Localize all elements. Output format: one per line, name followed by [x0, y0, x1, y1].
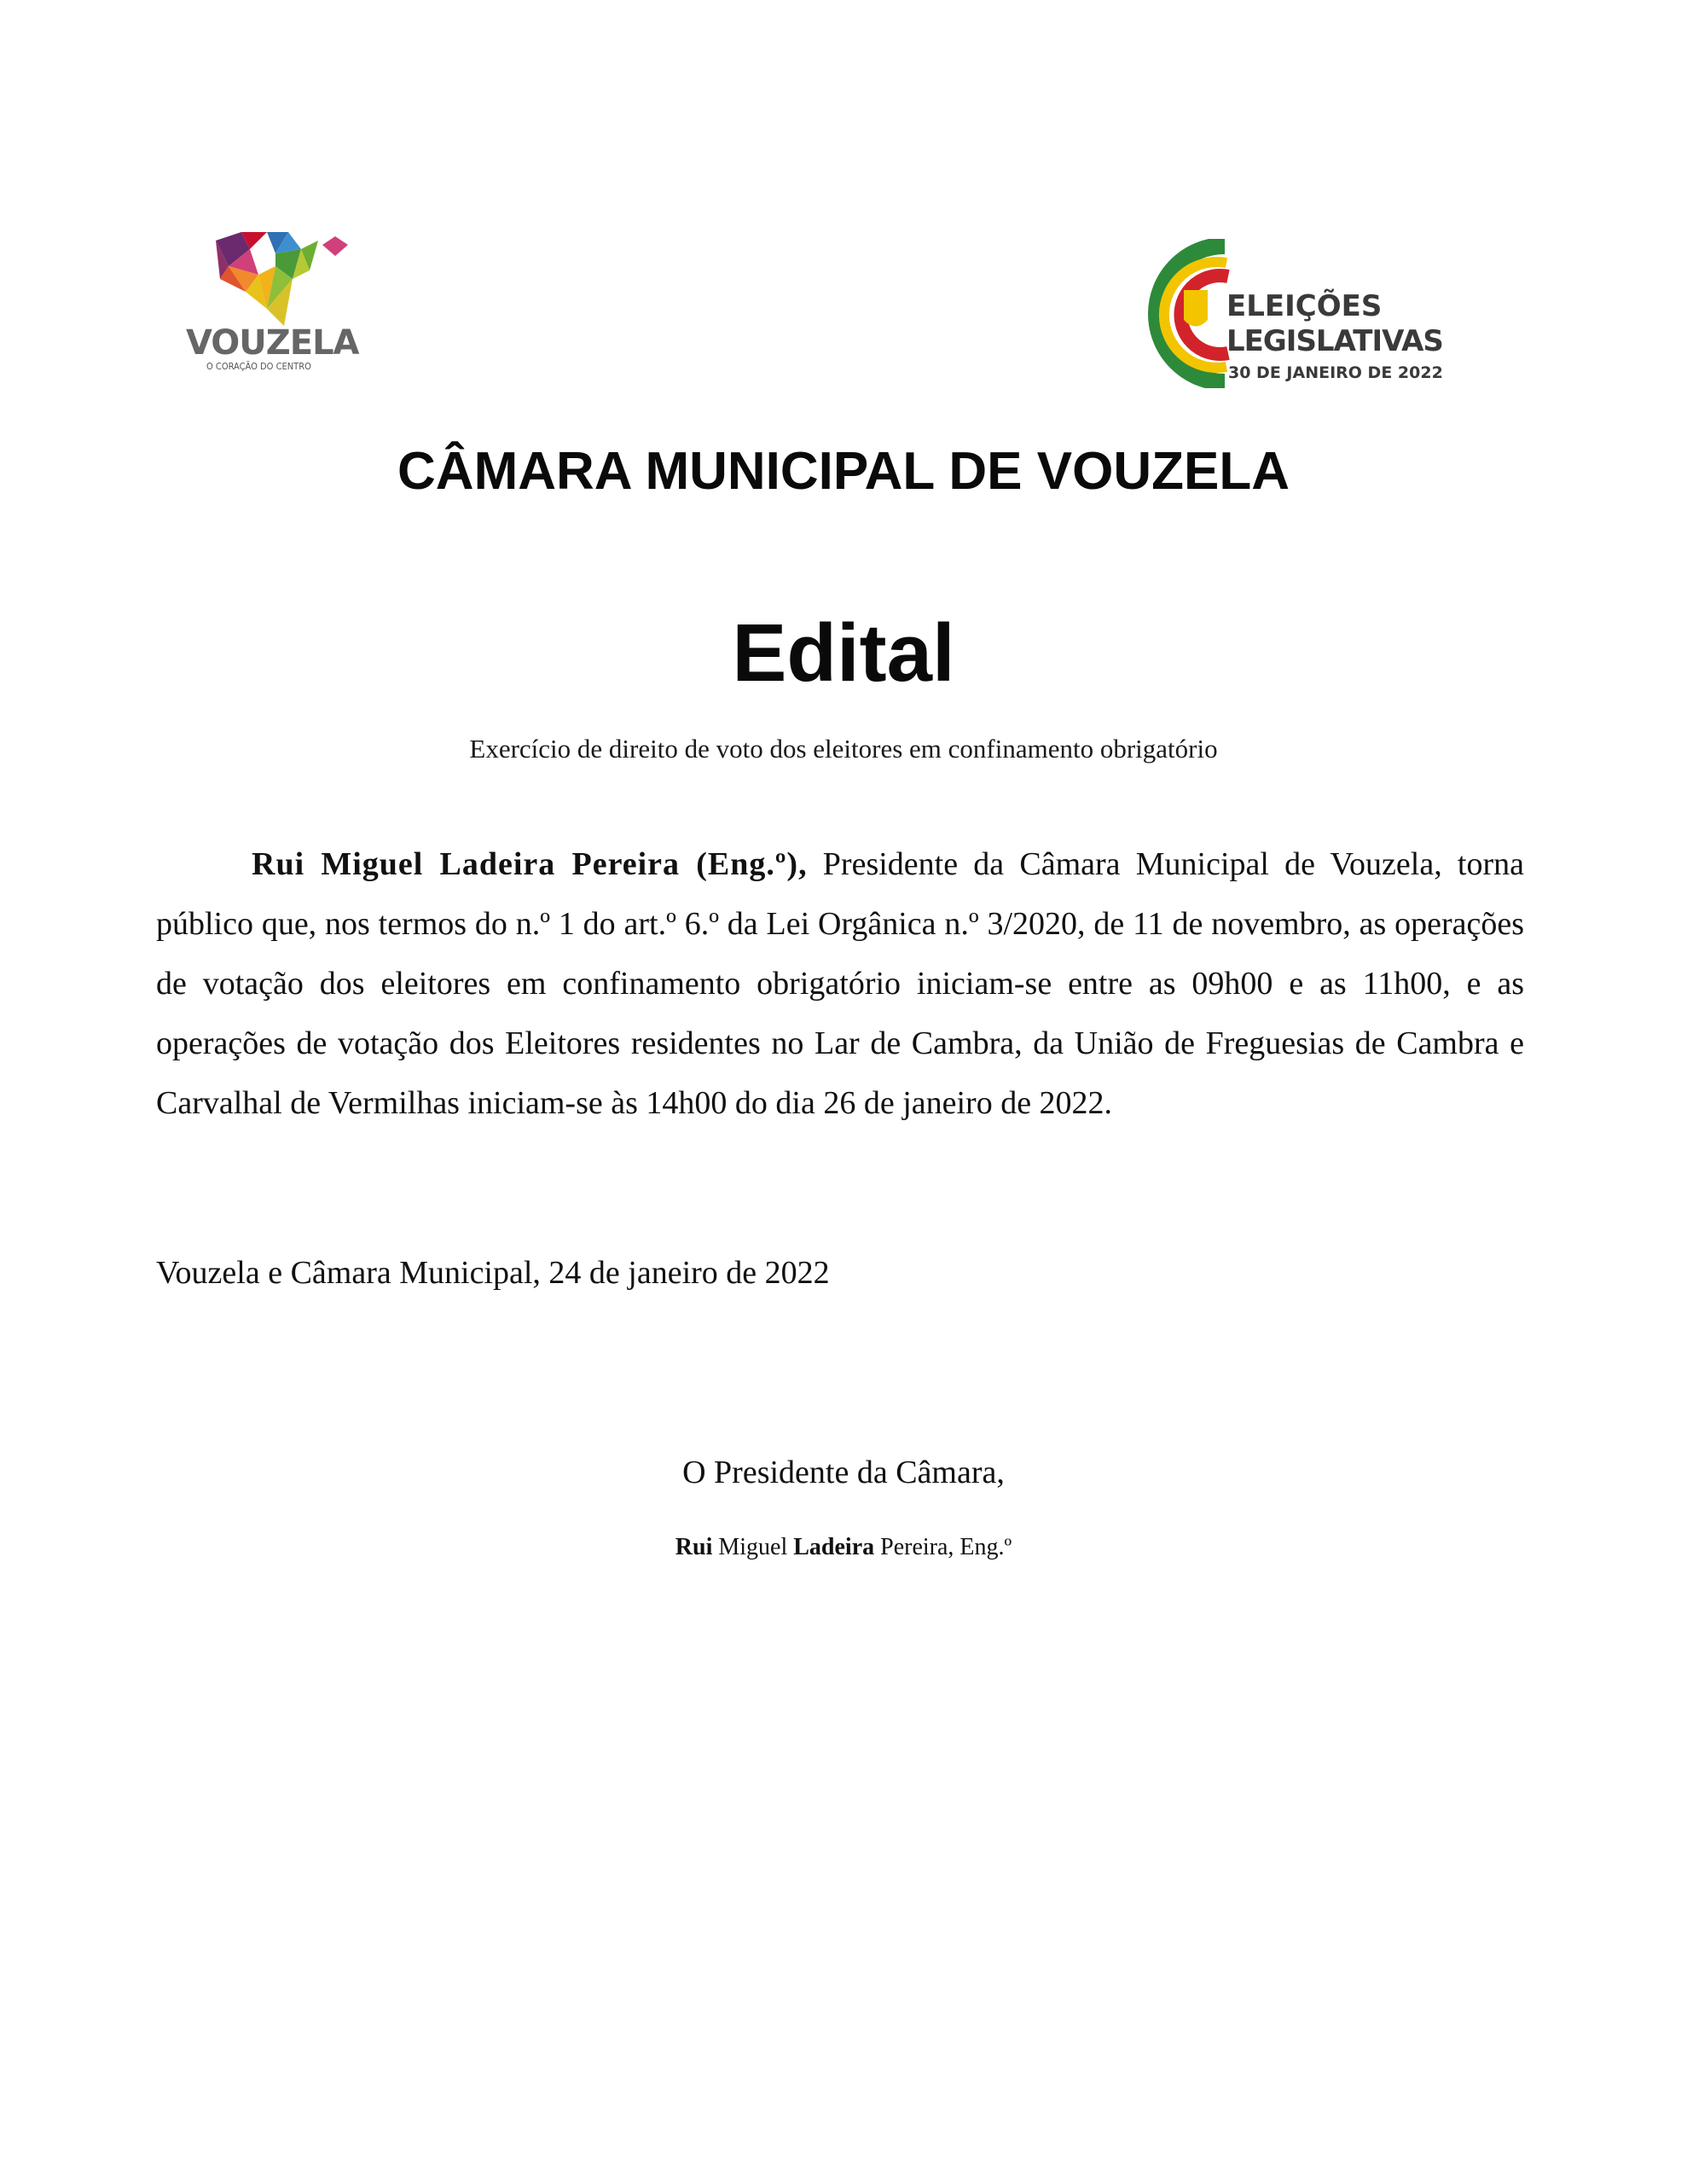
eleicoes-line: ELEIÇÕES — [1226, 289, 1383, 323]
election-date-line: 30 DE JANEIRO DE 2022 — [1228, 363, 1443, 382]
signature-name-part4: Pereira, Eng.º — [874, 1534, 1012, 1560]
eleicoes-legislativas-logo — [1124, 239, 1448, 392]
body-paragraph — [156, 834, 1524, 1133]
signature-name-part3: Ladeira — [793, 1534, 875, 1560]
vouzela-tagline: O CORAÇÃO DO CENTRO — [206, 361, 311, 372]
organization-title: CÂMARA MUNICIPAL DE VOUZELA — [397, 442, 1290, 501]
vouzela-wordmark: VOUZELA — [186, 323, 359, 363]
document-subtitle: Exercício de direito de voto dos eleitores em confinamento obrigatório — [469, 734, 1218, 764]
body-text: Presidente da Câmara Municipal de Vouzela, torna público que, nos termos do n.º 1 do art.º 6.º da Lei Orgânica n.º 3/2020, de 11 de novembro, as operações de votação dos eleitores em confinamento obrigatório iniciam-se entre as 09h00 e as 11h00, e as operações de votação dos Eleitores residentes no Lar de Cambra, da União de Freguesias de Cambra e Carvalhal de Vermilhas iniciam-se às 14h00 do dia 26 de janeiro de 2022. — [156, 846, 1524, 1121]
document-title: Edital — [732, 607, 955, 699]
signature-name — [0, 1536, 1687, 1560]
heart-emblem-icon — [212, 232, 357, 334]
signature-role: O Presidente da Câmara, — [682, 1455, 1005, 1490]
place-date: Vouzela e Câmara Municipal, 24 de janeiro de 2022 — [156, 1255, 830, 1291]
signature-name-part1: Rui — [675, 1534, 713, 1560]
vouzela-logo — [186, 232, 357, 377]
president-name-bold: Rui Miguel Ladeira Pereira (Eng.º), — [252, 846, 808, 882]
legislativas-line: LEGISLATIVAS — [1226, 324, 1443, 358]
signature-name-part2: Miguel — [712, 1534, 794, 1560]
